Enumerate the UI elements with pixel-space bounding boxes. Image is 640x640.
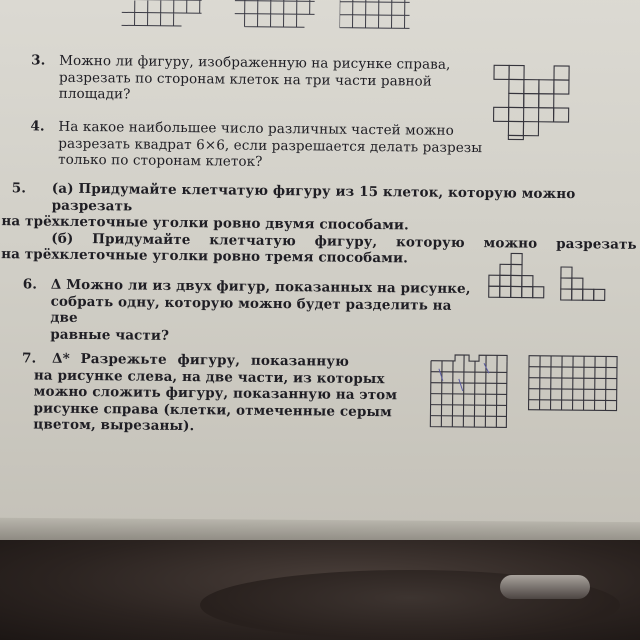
task-text-line: равные части? xyxy=(50,326,170,344)
task-text-line: На какое наибольшее число различных частей можно xyxy=(58,118,454,139)
task-text-line: площади? xyxy=(58,85,131,103)
task-3 xyxy=(31,52,501,106)
task-7 xyxy=(21,350,422,437)
task-text-line: на трёхклеточные уголки ровно двумя способами. xyxy=(1,213,409,234)
task-text-line: Можно ли фигуру, изображенную на рисунке справа, xyxy=(59,52,451,73)
task-7-figure-left xyxy=(428,351,519,432)
top-grid-figure-2 xyxy=(234,0,315,33)
paper-clip xyxy=(500,575,590,599)
task-number: 4. xyxy=(30,118,45,135)
task-text-line: на рисунке слева, на две части, из которых xyxy=(33,366,385,387)
top-grid-figure-1 xyxy=(121,0,202,32)
task-number: 3. xyxy=(31,52,46,69)
task-text-line: разрезать квадрат 6×6, если разрешается делать разрезы xyxy=(58,135,483,156)
task-number: 6. xyxy=(22,276,38,293)
task-6 xyxy=(22,276,473,347)
task-text-line: (б) Придумайте клетчатую фигуру, которую можно разрезать xyxy=(51,230,637,253)
task-text-line: Δ Можно ли из двух фигур, показанных на рисунке, xyxy=(50,276,471,298)
task-text-line: цветом, вырезаны). xyxy=(33,416,195,435)
task-5a xyxy=(1,180,640,236)
task-3-figure xyxy=(488,61,579,142)
task-number: 7. xyxy=(21,350,37,367)
task-7-figure-right xyxy=(526,352,622,415)
task-text-line: разрезать по сторонам клеток на три части равной xyxy=(58,69,433,90)
task-text-line: (а) Придумайте клетчатую фигуру из 15 клеток, которую можно разрезать xyxy=(51,180,576,215)
task-text-line: Δ* Разрежьте фигуру, показанную xyxy=(51,350,350,370)
task-text-line: собрать одну, которую можно будет разделить на две xyxy=(50,293,452,326)
task-6-figure-left xyxy=(487,250,548,311)
task-text-line: можно сложить фигуру, показанную на этом xyxy=(33,383,398,404)
task-4 xyxy=(30,118,500,172)
task-number: 5. xyxy=(11,180,27,197)
top-grid-figure-3 xyxy=(339,0,410,34)
task-6-figure-right xyxy=(559,264,609,311)
task-text-line: рисунке справа (клетки, отмеченные серым xyxy=(33,399,392,420)
task-text-line: на трёхклеточные уголки ровно тремя способами. xyxy=(1,246,409,267)
task-text-line: только по сторонам клеток? xyxy=(58,151,263,170)
